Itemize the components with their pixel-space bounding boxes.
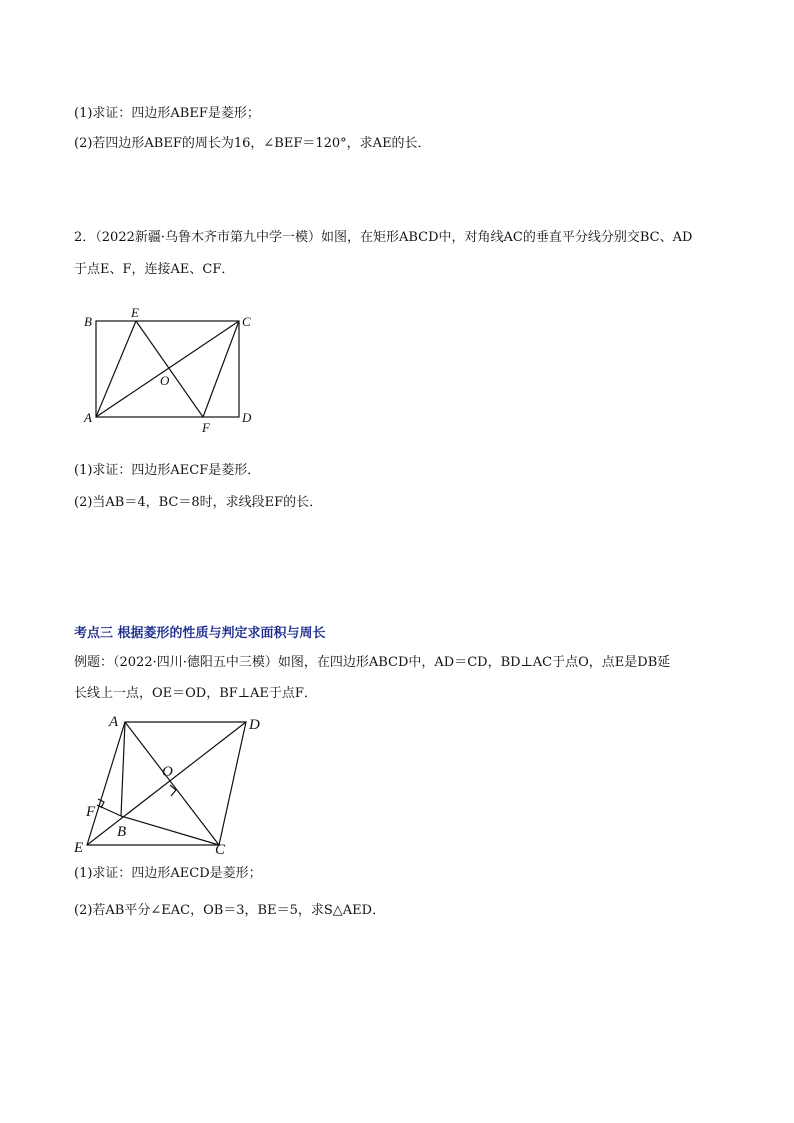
label-d: D xyxy=(242,410,252,425)
label-f: F xyxy=(202,420,210,435)
label-o: O xyxy=(160,373,170,388)
example-line2: 长线上一点，OE＝OD，BF⊥AE于点F． xyxy=(74,686,317,701)
diagonal-ac xyxy=(96,321,239,417)
label-b: B xyxy=(117,824,127,840)
segment-cf xyxy=(203,321,239,417)
problem2-stem-line1: 2．（2022新疆·乌鲁木齐市第九中学一模）如图，在矩形ABCD中，对角线AC的垂直平分线分别交BC、AD xyxy=(74,230,693,245)
problem2-part1: (1)求证：四边形AECF是菱形． xyxy=(74,463,261,478)
label-e: E xyxy=(74,840,84,856)
segment-ae xyxy=(96,321,136,417)
diagonal-ed xyxy=(87,722,246,845)
example-line1: 例题：（2022·四川·德阳五中三模）如图，在四边形ABCD中，AD＝CD，BD⊥AC于点O，点E是DB延 xyxy=(74,655,671,670)
problem1-part2: (2)若四边形ABEF的周长为16，∠BEF＝120°，求AE的长． xyxy=(74,136,431,151)
section3-part1: (1)求证：四边形AECD是菱形； xyxy=(74,866,262,881)
label-e: E xyxy=(131,305,139,320)
rectangle-figure xyxy=(80,305,260,435)
label-o: O xyxy=(162,764,173,780)
problem2-stem-line2: 于点E、F，连接AE、CF． xyxy=(74,262,235,277)
label-d: D xyxy=(249,717,260,733)
label-a: A xyxy=(109,714,119,730)
segment-bc xyxy=(121,816,219,845)
label-f: F xyxy=(86,804,96,820)
segment-ab xyxy=(121,722,125,816)
label-c: C xyxy=(215,842,226,858)
problem1-part1: (1)求证：四边形ABEF是菱形； xyxy=(74,106,260,121)
rhombus-figure xyxy=(70,708,270,858)
label-b: B xyxy=(84,314,92,329)
segment-bf xyxy=(97,805,121,816)
problem2-part2: (2)当AB＝4，BC＝8时，求线段EF的长． xyxy=(74,495,323,510)
section-heading: 考点三 根据菱形的性质与判定求面积与周长 xyxy=(74,626,326,641)
section3-part2: (2)若AB平分∠EAC，OB＝3，BE＝5，求S△AED． xyxy=(74,903,386,918)
diagonal-ac xyxy=(125,722,219,845)
label-a: A xyxy=(84,410,92,425)
label-c: C xyxy=(242,314,251,329)
segment-ef xyxy=(136,321,203,417)
